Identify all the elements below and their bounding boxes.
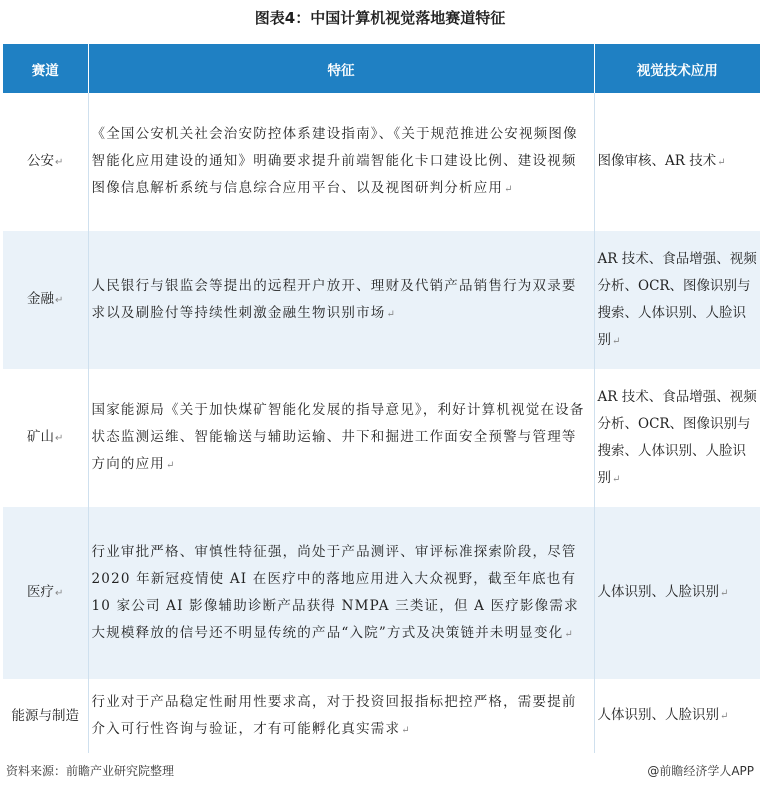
source-note: 资料来源：前瞻产业研究院整理 <box>6 764 175 778</box>
table-row <box>3 231 760 369</box>
row-feature: 《全国公安机关社会治安防控体系建设指南》、《关于规范推进公安视频图像智能化应用建设的通知》明确要求提升前端智能化卡口建设比例、建设视频图像信息解析系统与信息综合应用平台、以及视图研判分析应用↵ <box>88 93 594 231</box>
row-feature: 行业对于产品稳定性耐用性要求高，对于投资回报指标把控严格，需要提前介入可行性咨询与验证，才有可能孵化真实需求↵ <box>88 679 594 753</box>
table-row <box>3 507 760 679</box>
row-track: 能源与制造 <box>3 679 88 753</box>
table-row <box>3 93 760 231</box>
header-track: 赛道 <box>3 44 88 93</box>
header-feature: 特征 <box>88 44 594 93</box>
header-tech: 视觉技术应用 <box>594 44 760 93</box>
brand-note: @前瞻经济学人APP <box>647 764 754 778</box>
row-track: 医疗↵ <box>3 507 88 679</box>
row-track: 金融↵ <box>3 231 88 369</box>
table-row <box>3 679 760 753</box>
row-tech: 人体识别、人脸识别↵ <box>594 679 760 753</box>
table-header-row <box>3 44 760 93</box>
features-table <box>3 44 760 753</box>
row-feature: 国家能源局《关于加快煤矿智能化发展的指导意见》，利好计算机视觉在设备状态监测运维、智能输送与辅助运输、井下和掘进工作面安全预警与管理等方向的应用↵ <box>88 369 594 507</box>
row-tech: 图像审核、AR 技术↵ <box>594 93 760 231</box>
row-track: 矿山↵ <box>3 369 88 507</box>
row-tech: 人体识别、人脸识别↵ <box>594 507 760 679</box>
table-row <box>3 369 760 507</box>
row-feature: 人民银行与银监会等提出的远程开户放开、理财及代销产品销售行为双录要求以及刷脸付等持续性刺激金融生物识别市场↵ <box>88 231 594 369</box>
row-tech: AR 技术、食品增强、视频分析、OCR、图像识别与搜索、人体识别、人脸识别↵ <box>594 231 760 369</box>
row-tech: AR 技术、食品增强、视频分析、OCR、图像识别与搜索、人体识别、人脸识别↵ <box>594 369 760 507</box>
table-title: 图表4：中国计算机视觉落地赛道特征 <box>254 9 506 27</box>
row-track: 公安↵ <box>3 93 88 231</box>
row-feature: 行业审批严格、审慎性特征强，尚处于产品测评、审评标准探索阶段，尽管 2020 年新冠疫情使 AI 在医疗中的落地应用进入大众视野，截至年底也有 10 家公司 AI 影像辅助诊断产品获得 NMPA 三类证，但 A 医疗影像需求大规模释放的信号还不明显传统的产品“入院”方式及决策链并未明显变化↵ <box>88 507 594 679</box>
